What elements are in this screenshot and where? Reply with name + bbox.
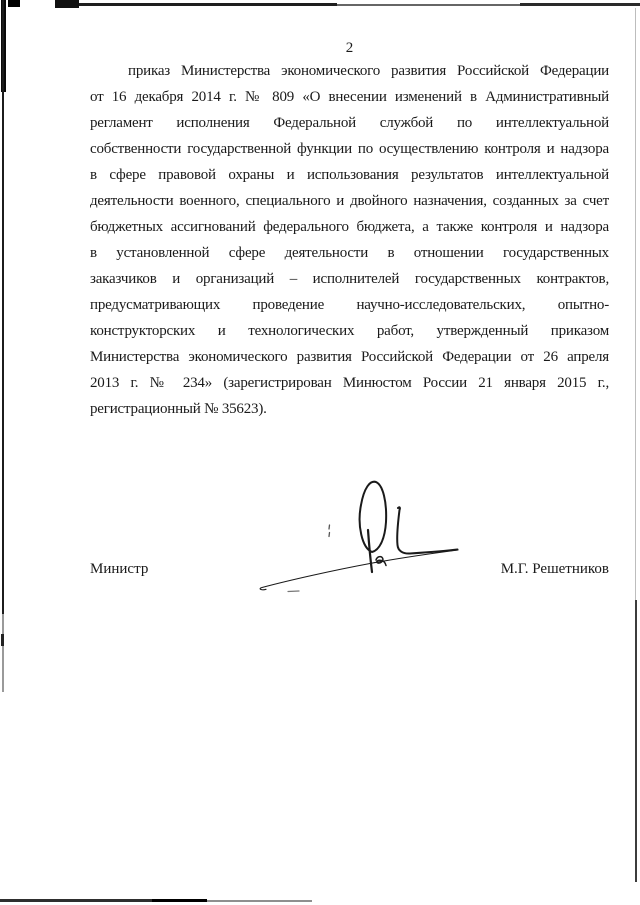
scan-edge-right-dark xyxy=(635,600,637,882)
paragraph-line: бюджетных ассигнований федерального бюджета, а также контроля и надзора xyxy=(90,219,609,235)
signoff-title: Министр xyxy=(90,561,149,577)
scan-edge-top-dark2 xyxy=(520,3,640,6)
paragraph-line: регламент исполнения Федеральной службой по интеллектуальной xyxy=(90,115,609,131)
paragraph-line: приказ Министерства экономического развития Российской Федерации xyxy=(128,63,609,79)
paragraph-line: заказчиков и организаций – исполнителей государственных контрактов, xyxy=(90,271,609,287)
paragraph-line: 2013 г. № 234» (зарегистрирован Минюстом России 21 января 2015 г., xyxy=(90,375,609,391)
paragraph-line: предусматривающих проведение научно-исследовательских, опытно- xyxy=(90,297,609,313)
paragraph-line: конструкторских и технологических работ, утвержденный приказом xyxy=(90,323,609,339)
paragraph-line: собственности государственной функции по осуществлению контроля и надзора xyxy=(90,141,609,157)
scan-top-blob xyxy=(55,0,79,8)
paragraph-line: от 16 декабря 2014 г. № 809 «О внесении изменений в Административный xyxy=(90,89,609,105)
paragraph-line: в сфере правовой охраны и использования результатов интеллектуальной xyxy=(90,167,609,183)
body-paragraph xyxy=(90,58,609,422)
scan-corner-notch xyxy=(8,0,20,7)
scan-edge-top-gray xyxy=(337,4,520,6)
paragraph-line: регистрационный № 35623). xyxy=(90,401,267,417)
scan-edge-left-fade xyxy=(2,614,4,692)
scan-edge-bottom-dark xyxy=(0,899,152,902)
signoff-name: М.Г. Решетников xyxy=(500,561,609,577)
paragraph-line: в установленной сфере деятельности в отношении государственных xyxy=(90,245,609,261)
paragraph-line: деятельности военного, специального и двойного назначения, созданных за счет xyxy=(90,193,609,209)
scan-edge-right-light xyxy=(635,8,636,600)
scan-edge-top-dark xyxy=(55,3,337,6)
scan-edge-bottom-gray xyxy=(207,900,312,902)
scan-edge-bottom-black xyxy=(152,899,207,902)
scan-edge-left xyxy=(2,0,4,614)
paragraph-line: Министерства экономического развития Российской Федерации от 26 апреля xyxy=(90,349,609,365)
signoff-row xyxy=(90,556,609,582)
page-number: 2 xyxy=(345,40,354,56)
scan-edge-left-blob xyxy=(1,634,4,646)
